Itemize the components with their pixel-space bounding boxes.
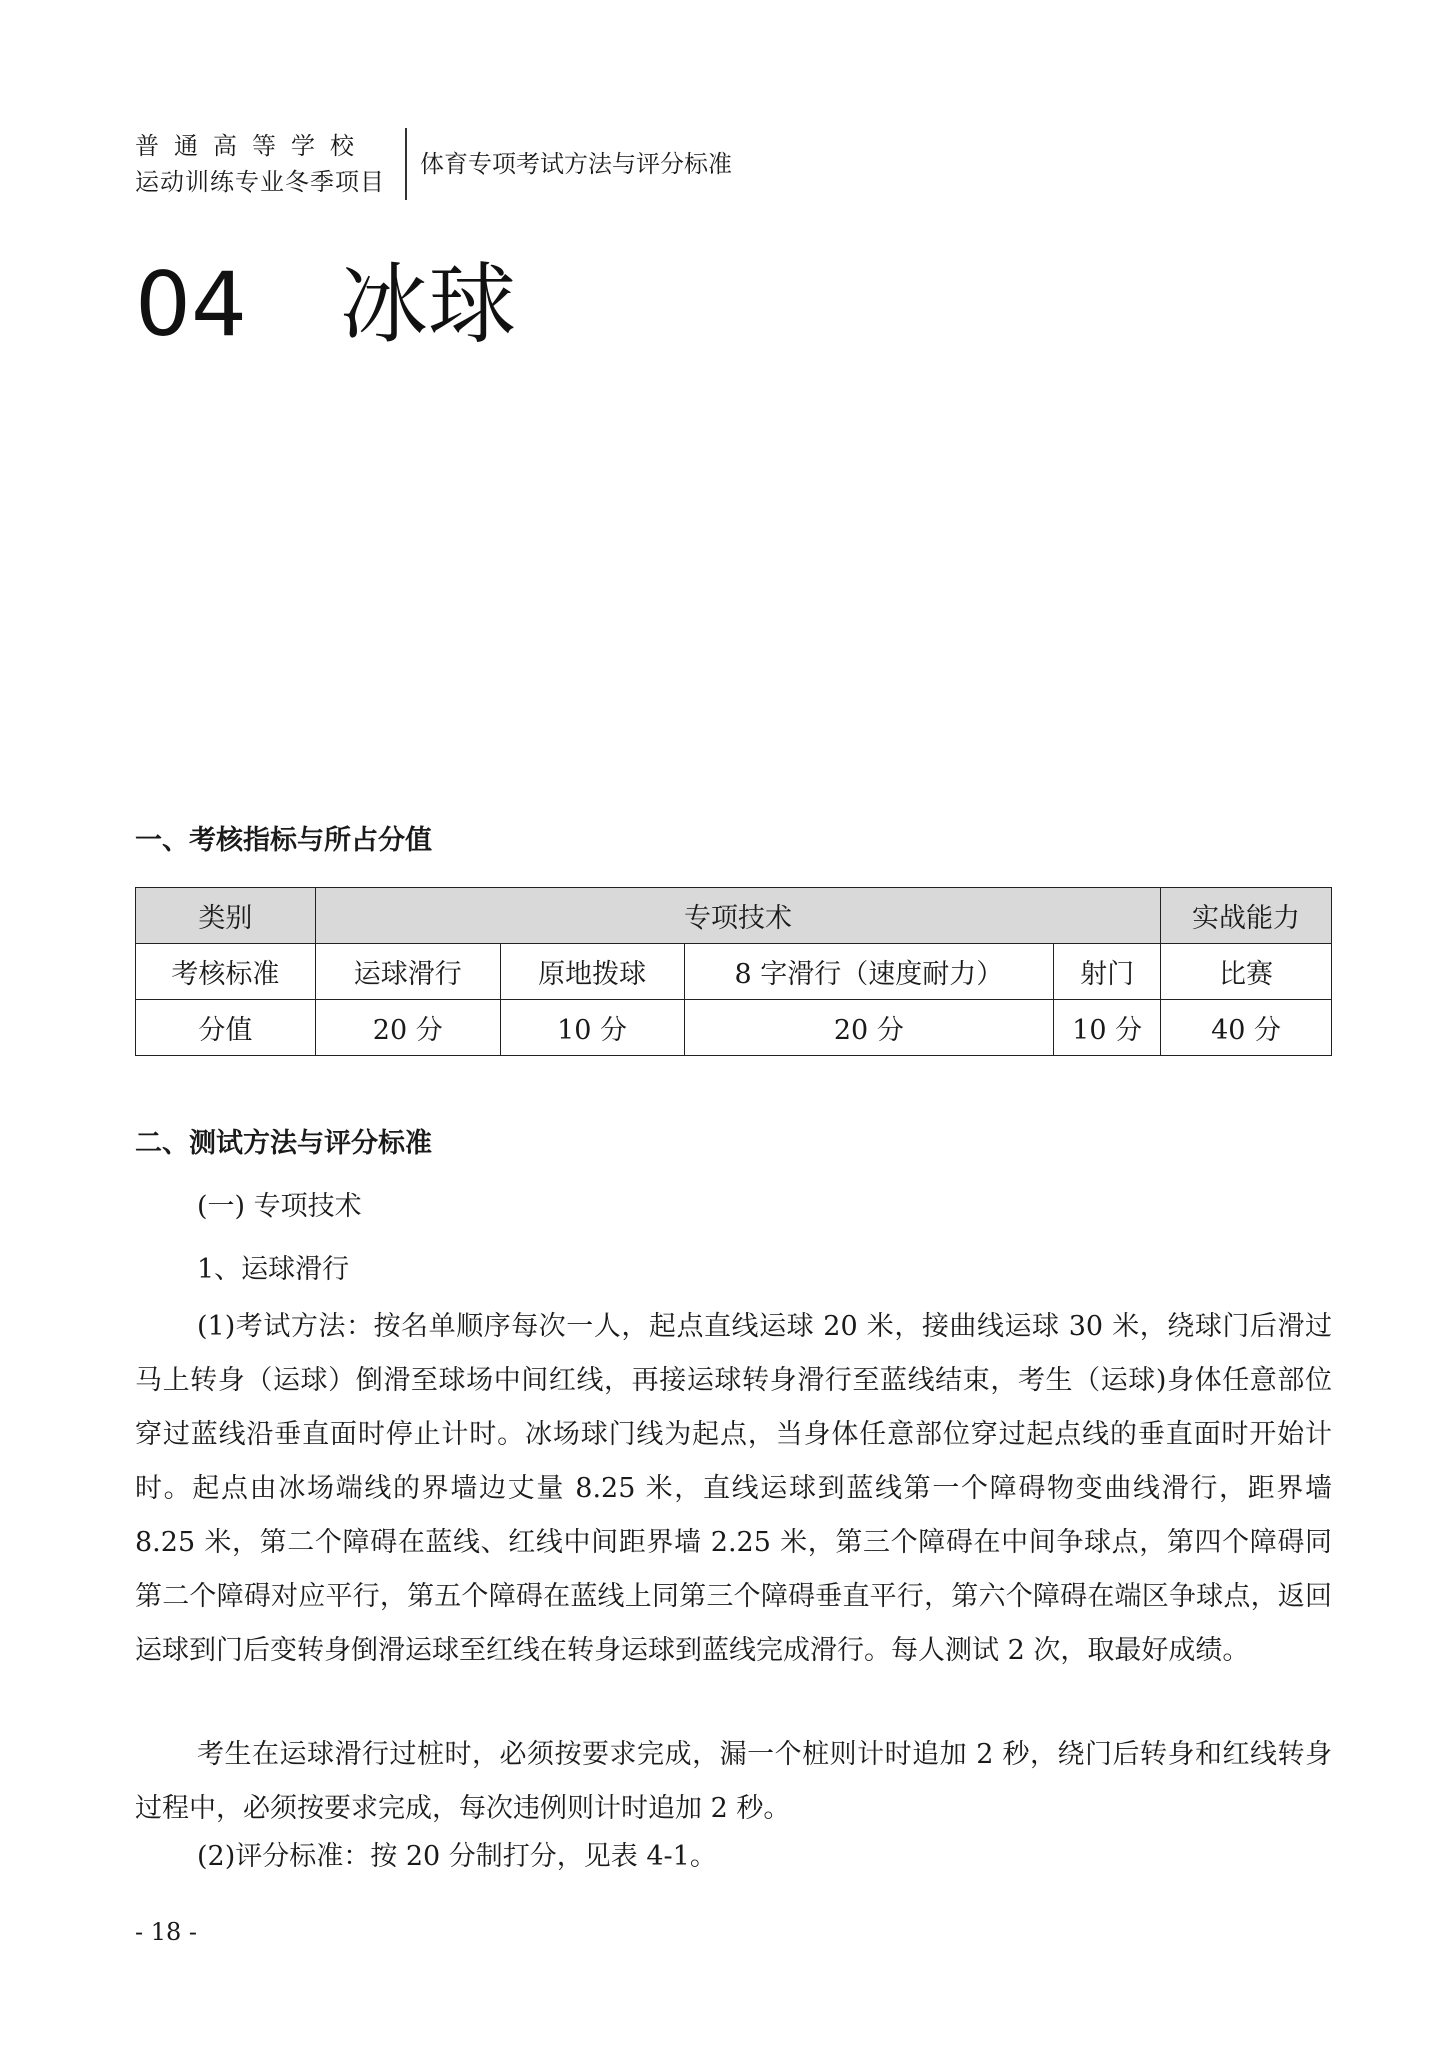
table-cell: 10 分 [1054,1000,1161,1056]
page-number: - 18 - [135,1918,198,1946]
chapter-number: 04 [135,253,247,356]
section-2-heading: 二、测试方法与评分标准 [135,1128,432,1159]
table-cell: 射门 [1054,944,1161,1000]
table-cell: 运球滑行 [315,944,500,1000]
table-row [136,888,1332,944]
table-row [136,944,1332,1000]
table-cell: 20 分 [684,1000,1054,1056]
table-cell: 10 分 [500,1000,684,1056]
header-title: 体育专项考试方法与评分标准 [420,150,732,178]
table-cell: 比赛 [1161,944,1332,1000]
header-line-2: 运动训练专业冬季项目 [135,168,385,196]
table-cell: 实战能力 [1161,888,1332,944]
header-publisher [135,128,397,200]
header-line-1: 普通高等学校 [135,132,369,160]
table-cell: 专项技术 [315,888,1160,944]
table-cell: 类别 [136,888,316,944]
subsection-heading: (一) 专项技术 [197,1191,362,1222]
table-cell: 分值 [136,1000,316,1056]
table-cell: 考核标准 [136,944,316,1000]
table-cell: 40 分 [1161,1000,1332,1056]
paragraph-test-method: (1)考试方法：按名单顺序每次一人，起点直线运球 20 米，接曲线运球 30 米，绕球门后滑过马上转身（运球）倒滑至球场中间红线，再接运球转身滑行至蓝线结束，考生（运球)身体任意部位穿过蓝线沿垂直面时停止计时。冰场球门线为起点，当身体任意部位穿过起点线的垂直面时开始计时。起点由冰场端线的界墙边丈量 8.25 米，直线运球到蓝线第一个障碍物变曲线滑行，距界墙 8.25 米，第二个障碍在蓝线、红线中间距界墙 2.25 米，第三个障碍在中间争球点，第四个障碍同第二个障碍对应平行，第五个障碍在蓝线上同第三个障碍垂直平行，第六个障碍在端区争球点，返回运球到门后变转身倒滑运球至红线在转身运球到蓝线完成滑行。每人测试 2 次，取最好成绩。 [135,1311,1332,1666]
section-1-heading: 一、考核指标与所占分值 [135,825,432,856]
score-table [135,887,1332,1056]
table-cell: 20 分 [315,1000,500,1056]
item-heading: 1、运球滑行 [197,1254,350,1285]
table-cell: 原地拨球 [500,944,684,1000]
paragraph-penalty: 考生在运球滑行过桩时，必须按要求完成，漏一个桩则计时追加 2 秒，绕门后转身和红线转身过程中，必须按要求完成，每次违例则计时追加 2 秒。 [135,1739,1332,1824]
chapter-title [135,250,516,360]
chapter-name: 冰球 [340,253,517,356]
paragraph-scoring: (2)评分标准：按 20 分制打分，见表 4-1。 [197,1841,717,1872]
table-cell: 8 字滑行（速度耐力） [684,944,1054,1000]
table-row [136,1000,1332,1056]
header-divider [405,128,407,200]
